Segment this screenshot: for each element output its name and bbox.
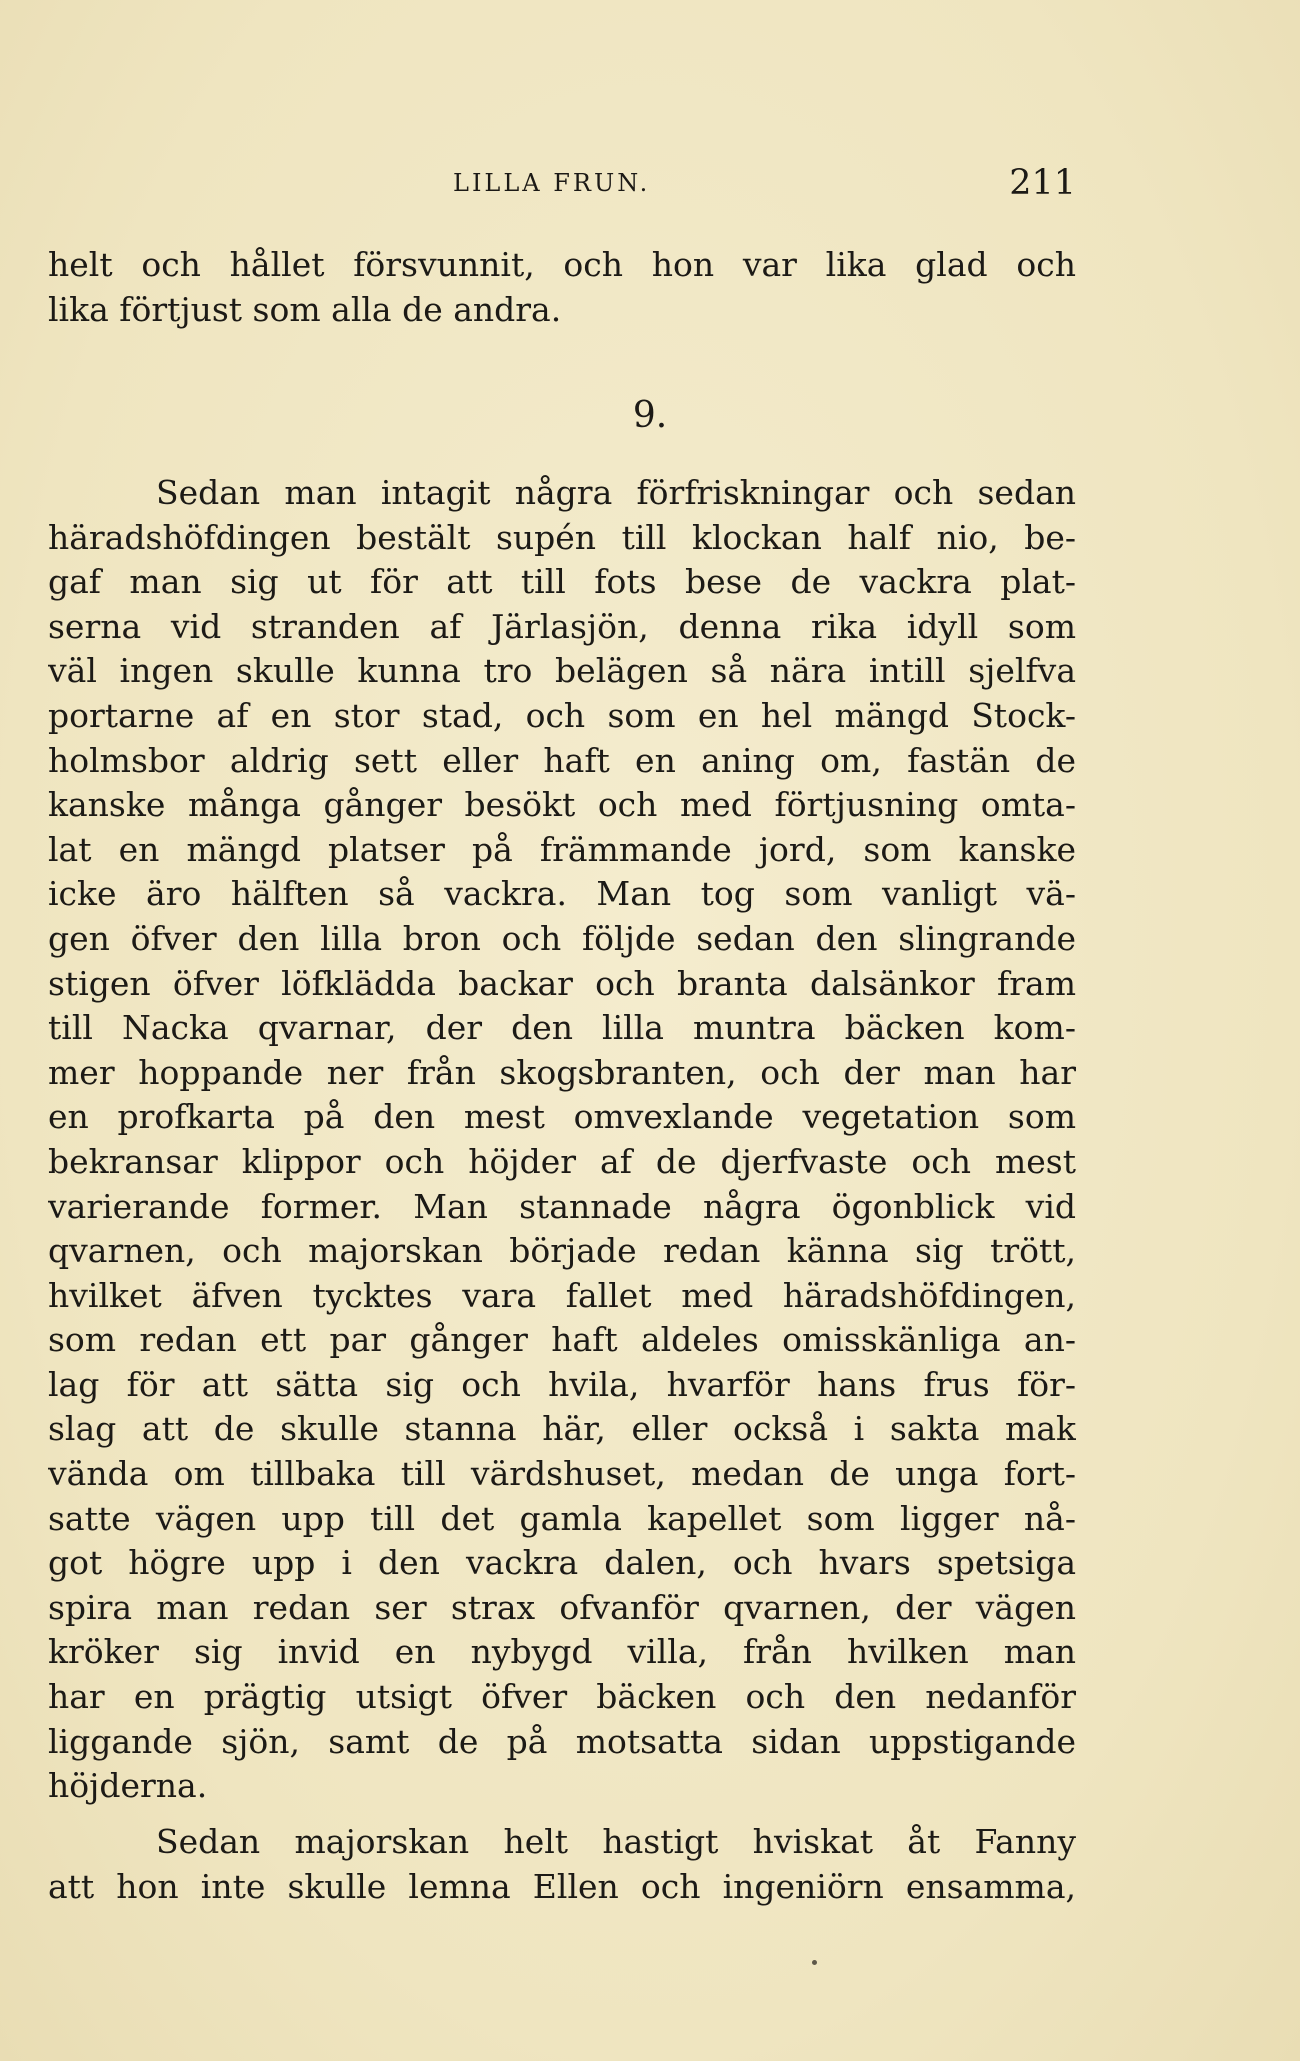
- text-line: satte vägen upp till det gamla kapellet som ligger nå-: [48, 1498, 1076, 1538]
- page-number: 211: [1009, 163, 1076, 203]
- text-line: holmsbor aldrig sett eller haft en aning om, fastän de: [48, 740, 1076, 780]
- text-line: slag att de skulle stanna här, eller också i sakta mak: [48, 1409, 1076, 1449]
- text-line: icke äro hälften så vackra. Man tog som vanligt vä-: [48, 874, 1076, 914]
- text-line: en profkarta på den mest omvexlande vegetation som: [48, 1097, 1076, 1137]
- text-line: stigen öfver löfklädda backar och branta dalsänkor fram: [48, 963, 1076, 1003]
- text-line: varierande former. Man stannade några ögonblick vid: [48, 1186, 1076, 1226]
- text-line: höjderna.: [48, 1766, 208, 1806]
- running-head: LILLA FRUN.: [453, 169, 651, 197]
- text-line: Sedan man intagit några förfriskningar och sedan: [156, 473, 1076, 512]
- text-line: som redan ett par gånger haft aldeles omisskänliga an-: [48, 1320, 1076, 1360]
- text-line: serna vid stranden af Järlasjön, denna rika idyll som: [48, 606, 1076, 646]
- text-line: liggande sjön, samt de på motsatta sidan uppstigande: [48, 1721, 1076, 1761]
- text-line: portarne af en stor stad, och som en hel mängd Stock-: [48, 695, 1076, 735]
- text-line: bekransar klippor och höjder af de djerfvaste och mest: [48, 1141, 1076, 1181]
- paragraph-2: [48, 1820, 1076, 1909]
- text-line: kröker sig invid en nybygd villa, från hvilken man: [48, 1632, 1076, 1672]
- text-line: qvarnen, och majorskan började redan känna sig trött,: [48, 1231, 1076, 1271]
- text-line: Sedan majorskan helt hastigt hviskat åt Fanny: [156, 1822, 1076, 1861]
- text-line: kanske många gånger besökt och med förtjusning omta-: [48, 785, 1076, 825]
- text-line: lat en mängd platser på främmande jord, som kanske: [48, 829, 1076, 869]
- text-line: hvilket äfven tycktes vara fallet med häradshöfdingen,: [48, 1275, 1076, 1315]
- chapter-number: 9.: [632, 395, 668, 436]
- text-line: har en prägtig utsigt öfver bäcken och den nedanför: [48, 1677, 1076, 1717]
- text-line: lika förtjust som alla de andra.: [48, 289, 562, 329]
- section-end-text: [48, 243, 1076, 332]
- text-line: mer hoppande ner från skogsbranten, och der man har: [48, 1052, 1076, 1092]
- text-line: got högre upp i den vackra dalen, och hvars spetsiga: [48, 1543, 1076, 1583]
- text-line: gaf man sig ut för att till fots bese de vackra plat-: [48, 562, 1076, 602]
- text-line: spira man redan ser strax ofvanför qvarnen, der vägen: [48, 1587, 1076, 1627]
- text-line: vända om tillbaka till värdshuset, medan de unga fort-: [48, 1454, 1076, 1494]
- text-line: gen öfver den lilla bron och följde sedan den slingrande: [48, 918, 1076, 958]
- text-line: häradshöfdingen bestält supén till klockan half nio, be-: [48, 517, 1076, 557]
- text-line: att hon inte skulle lemna Ellen och ingeniörn ensamma,: [48, 1866, 1076, 1906]
- page-header: [48, 155, 1076, 215]
- paragraph-1: [48, 471, 1076, 1809]
- text-line: till Nacka qvarnar, der den lilla muntra bäcken kom-: [48, 1008, 1076, 1048]
- text-line: väl ingen skulle kunna tro belägen så nära intill sjelfva: [48, 651, 1076, 691]
- ink-speck: [812, 1960, 817, 1965]
- text-line: lag för att sätta sig och hvila, hvarför hans frus för-: [48, 1364, 1076, 1404]
- text-line: helt och hållet försvunnit, och hon var lika glad och: [48, 245, 1076, 284]
